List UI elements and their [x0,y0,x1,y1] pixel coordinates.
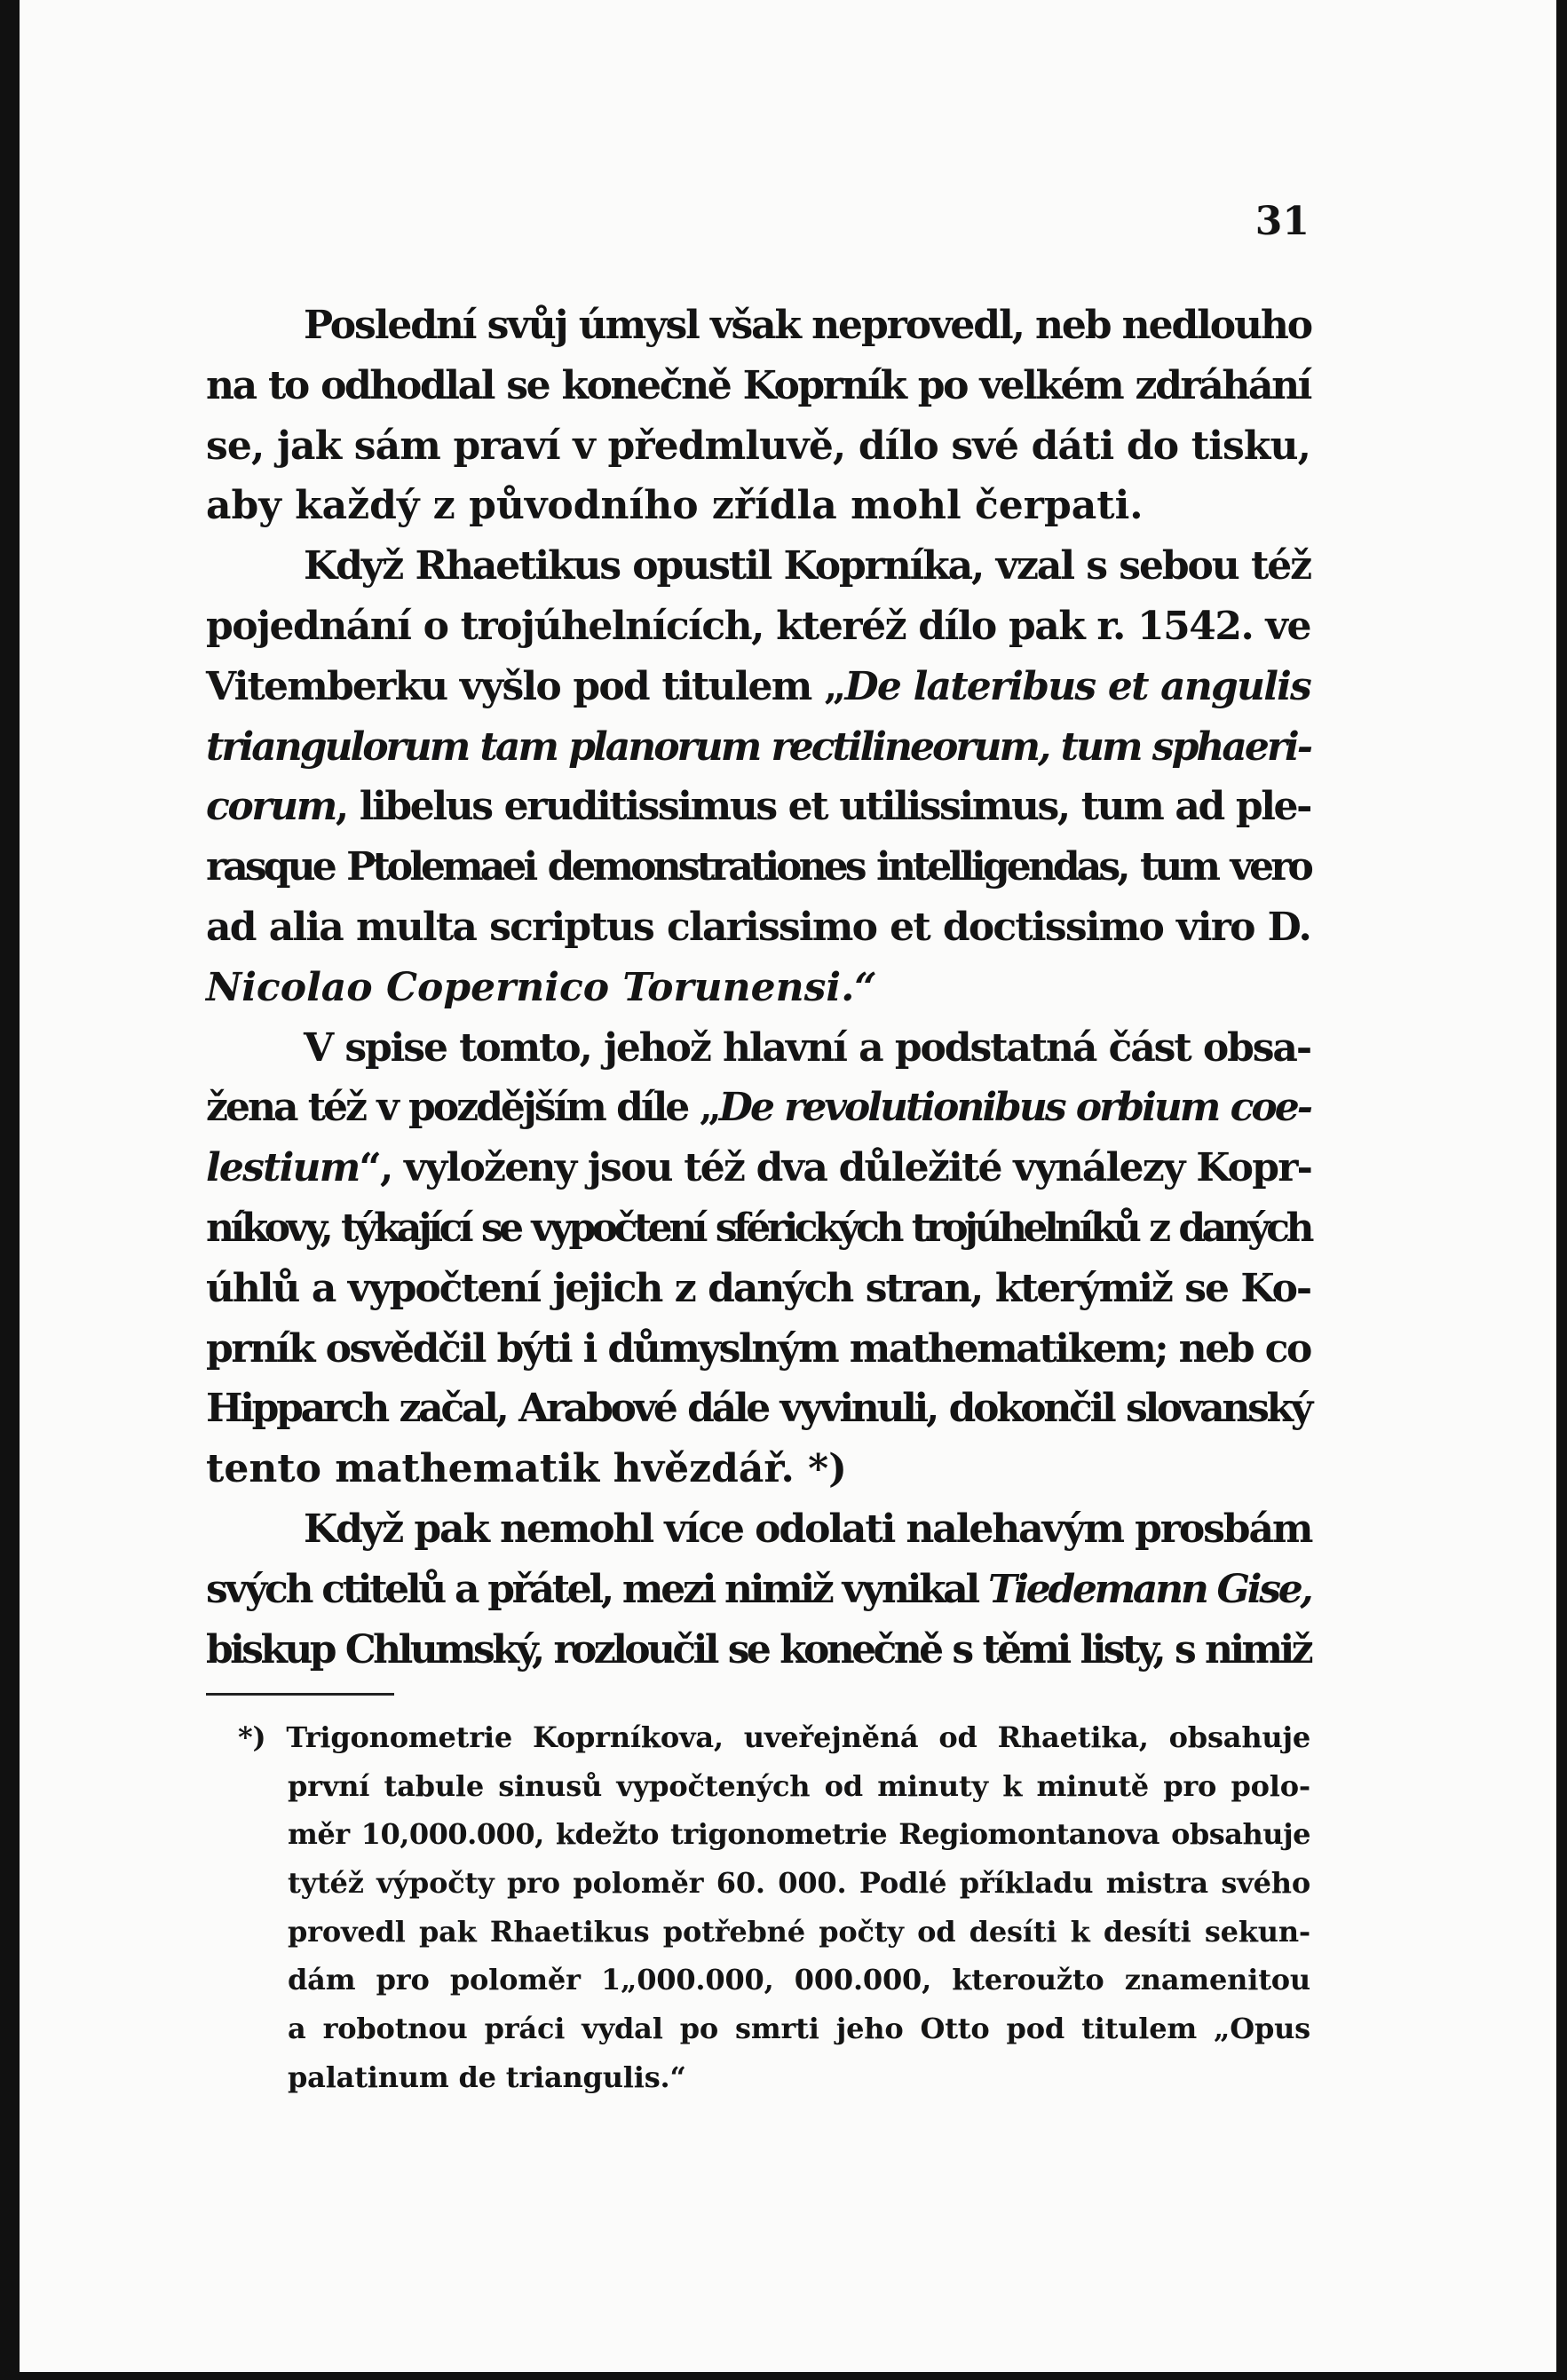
text-line: ad alia multa scriptus clarissimo et doctissimo viro D. [206,904,1310,950]
footnote-line: a robotnou práci vydal po smrti jeho Otto pod titulem „Opus [288,2012,1310,2046]
body-text [206,296,1310,1680]
latin-title: De lateribus et angulis [844,663,1311,709]
text-line: níkovy, týkající se vypočtení sférických trojúhelníků z daných [206,1205,1310,1251]
footnote [238,1713,1310,2102]
latin-title: lestium [206,1145,360,1191]
text-span: Trigonometrie Koprníkova, uveřejněná od Rhaetika, obsahuje [286,1720,1310,1754]
footnote-line [238,1713,1310,1762]
text-span: “, vyloženy jsou též dva důležité vynálezy Kopr- [359,1145,1312,1191]
text-line: pojednání o trojúhelnících, kteréž dílo pak r. 1542. ve [206,603,1310,649]
footnote-line: palatinum de triangulis.“ [288,2060,686,2094]
text-line: Když pak nemohl více odolati nalehavým prosbám [304,1506,1312,1552]
text-line: Hipparch začal, Arabové dále vyvinuli, dokončil slovanský [206,1386,1310,1432]
text-line [206,1078,1310,1138]
text-line [206,1560,1310,1620]
text-line: prník osvědčil býti i důmyslným mathematikem; neb co [206,1325,1310,1372]
text-span: , libelus eruditissimus et utilissimus, tum ad ple- [335,784,1310,830]
footnote-divider [206,1693,394,1696]
footnote-marker: *) [238,1720,266,1754]
text-line: úhlů a vypočtení jejich z daných stran, kterýmiž se Ko- [206,1265,1310,1311]
text-line: tento mathematik hvězdář. *) [206,1446,848,1492]
latin-title: triangulorum tam planorum rectilineorum, tum sphaeri- [206,723,1310,770]
footnote-line: provedl pak Rhaetikus potřebné počty od desíti k desíti sekun- [288,1914,1310,1949]
latin-name: Nicolao Copernico Torunensi.“ [206,964,877,1010]
text-line: aby každý z původního zřídla mohl čerpati. [206,483,1144,529]
text-line: Poslední svůj úmysl však neprovedl, neb nedlouho [304,303,1312,348]
scan-border-right [1556,0,1567,2380]
text-line [206,1138,1310,1198]
text-line: V spise tomto, jehož hlavní a podstatná část obsa- [304,1024,1310,1071]
text-line: biskup Chlumský, rozloučil se konečně s těmi listy, s nimiž [206,1626,1310,1672]
latin-title: corum [206,784,336,830]
footnote-line: první tabule sinusů vypočtených od minuty k minutě pro polo- [288,1768,1310,1803]
text-line [206,657,1310,717]
page-number: 31 [1254,199,1310,244]
text-span: žena též v pozdějším díle „ [206,1085,719,1131]
footnote-line: dám pro poloměr 1„000.000, 000.000, kteroužto znamenitou [288,1963,1310,1997]
scan-border-left [0,0,20,2380]
text-line [206,717,1310,778]
text-line: Když Rhaetikus opustil Koprníka, vzal s sebou též [304,543,1310,589]
latin-title: De revolutionibus orbium coe- [718,1085,1310,1131]
text-line: rasque Ptolemaei demonstrationes intelligendas, tum vero [206,844,1310,890]
text-line: se, jak sám praví v předmluvě, dílo své dáti do tisku, [206,423,1310,469]
text-line [206,958,1310,1018]
footnote-line: měr 10,000.000, kdežto trigonometrie Regiomontanova obsahuje [288,1817,1310,1852]
text-line: na to odhodlal se konečně Koprník po velkém zdráhání [206,362,1310,408]
text-span: svých ctitelů a přátel, mezi nimiž vynikal [206,1566,988,1612]
footnote-line: tytéž výpočty pro poloměr 60. 000. Podlé příkladu mistra svého [288,1866,1310,1901]
person-name: Tiedemann Gise, [987,1566,1311,1612]
scan-border-bottom [0,2372,1567,2380]
text-span: Vitemberku vyšlo pod titulem „ [206,663,845,709]
text-line [206,777,1310,837]
